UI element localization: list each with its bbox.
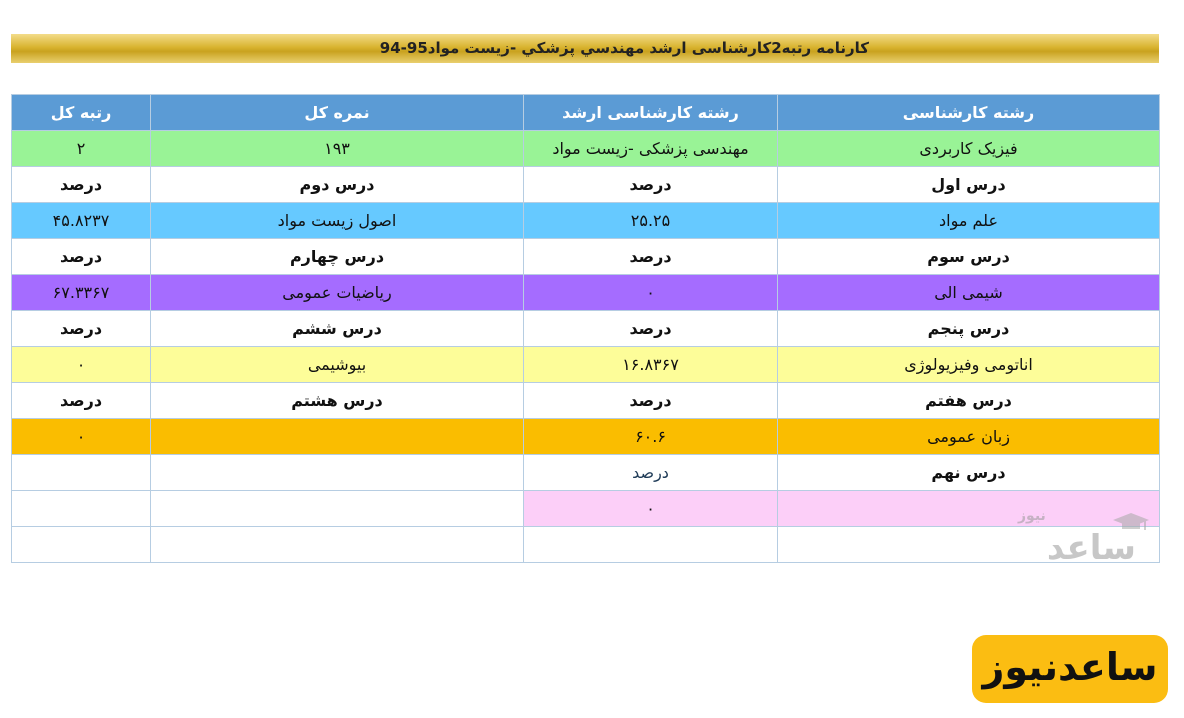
table-row <box>12 203 1160 239</box>
report-card-table <box>11 94 1160 563</box>
table-row <box>12 275 1160 311</box>
subject-percent: ۶۷.۳۳۶۷ <box>12 275 151 311</box>
header-total-rank: رتبه کل <box>12 95 151 131</box>
table-row <box>12 455 1160 491</box>
watermark-word: ساعد <box>1046 528 1136 568</box>
subject-percent: ۰ <box>524 275 778 311</box>
table-row <box>12 311 1160 347</box>
percent-label: درصد <box>12 311 151 347</box>
percent-label: درصد <box>524 383 778 419</box>
empty-cell <box>12 527 151 563</box>
percent-label: درصد <box>12 383 151 419</box>
empty-cell <box>12 491 151 527</box>
subject-percent: ۲۵.۲۵ <box>524 203 778 239</box>
site-logo: ساعدنیوز <box>972 635 1168 703</box>
percent-label: درصد <box>524 311 778 347</box>
table-header-row <box>12 95 1160 131</box>
subject-label: درس سوم <box>778 239 1160 275</box>
empty-cell <box>12 455 151 491</box>
percent-label: درصد <box>524 167 778 203</box>
subject-percent: ۱۶.۸۳۶۷ <box>524 347 778 383</box>
table-row <box>12 167 1160 203</box>
empty-cell <box>151 527 524 563</box>
table-row <box>12 239 1160 275</box>
total-rank-value: ۲ <box>12 131 151 167</box>
percent-label: درصد <box>12 239 151 275</box>
subject-name: اصول زیست مواد <box>151 203 524 239</box>
table-row <box>12 383 1160 419</box>
percent-label: درصد <box>524 455 778 491</box>
subject-percent: ۶۰.۶ <box>524 419 778 455</box>
header-total-score: نمره کل <box>151 95 524 131</box>
table-row <box>12 347 1160 383</box>
subject-percent: ۰ <box>524 491 778 527</box>
subject-percent: ۰ <box>12 347 151 383</box>
report-title: کارنامه رتبه2کارشناسی ارشد مهندسي پزشکي -زيست مواد95-94 <box>11 34 1159 63</box>
table-row <box>12 131 1160 167</box>
percent-label: درصد <box>12 167 151 203</box>
subject-label: درس چهارم <box>151 239 524 275</box>
table-row <box>12 491 1160 527</box>
total-score-value: ۱۹۳ <box>151 131 524 167</box>
subject-label: درس نهم <box>778 455 1160 491</box>
empty-cell <box>151 455 524 491</box>
subject-name: اناتومی وفیزیولوژی <box>778 347 1160 383</box>
table-row <box>12 527 1160 563</box>
watermark <box>1012 508 1154 570</box>
header-master-field: رشته کارشناسی ارشد <box>524 95 778 131</box>
header-bachelor-field: رشته کارشناسی <box>778 95 1160 131</box>
master-field-value: مهندسی پزشکی -زیست مواد <box>524 131 778 167</box>
subject-percent: ۴۵.۸۲۳۷ <box>12 203 151 239</box>
subject-label: درس پنجم <box>778 311 1160 347</box>
subject-label: درس هشتم <box>151 383 524 419</box>
subject-name: علم مواد <box>778 203 1160 239</box>
subject-label: درس اول <box>778 167 1160 203</box>
empty-cell <box>151 491 524 527</box>
subject-name: ریاضیات عمومی <box>151 275 524 311</box>
percent-label: درصد <box>524 239 778 275</box>
subject-label: درس ششم <box>151 311 524 347</box>
table-row <box>12 419 1160 455</box>
subject-name: زبان عمومی <box>778 419 1160 455</box>
watermark-small: نیوز <box>1018 508 1046 524</box>
subject-label: درس دوم <box>151 167 524 203</box>
subject-percent: ۰ <box>12 419 151 455</box>
empty-cell <box>151 419 524 455</box>
bachelor-field-value: فیزیک کاربردی <box>778 131 1160 167</box>
subject-name: شیمی الی <box>778 275 1160 311</box>
empty-cell <box>524 527 778 563</box>
subject-label: درس هفتم <box>778 383 1160 419</box>
subject-name: بیوشیمی <box>151 347 524 383</box>
